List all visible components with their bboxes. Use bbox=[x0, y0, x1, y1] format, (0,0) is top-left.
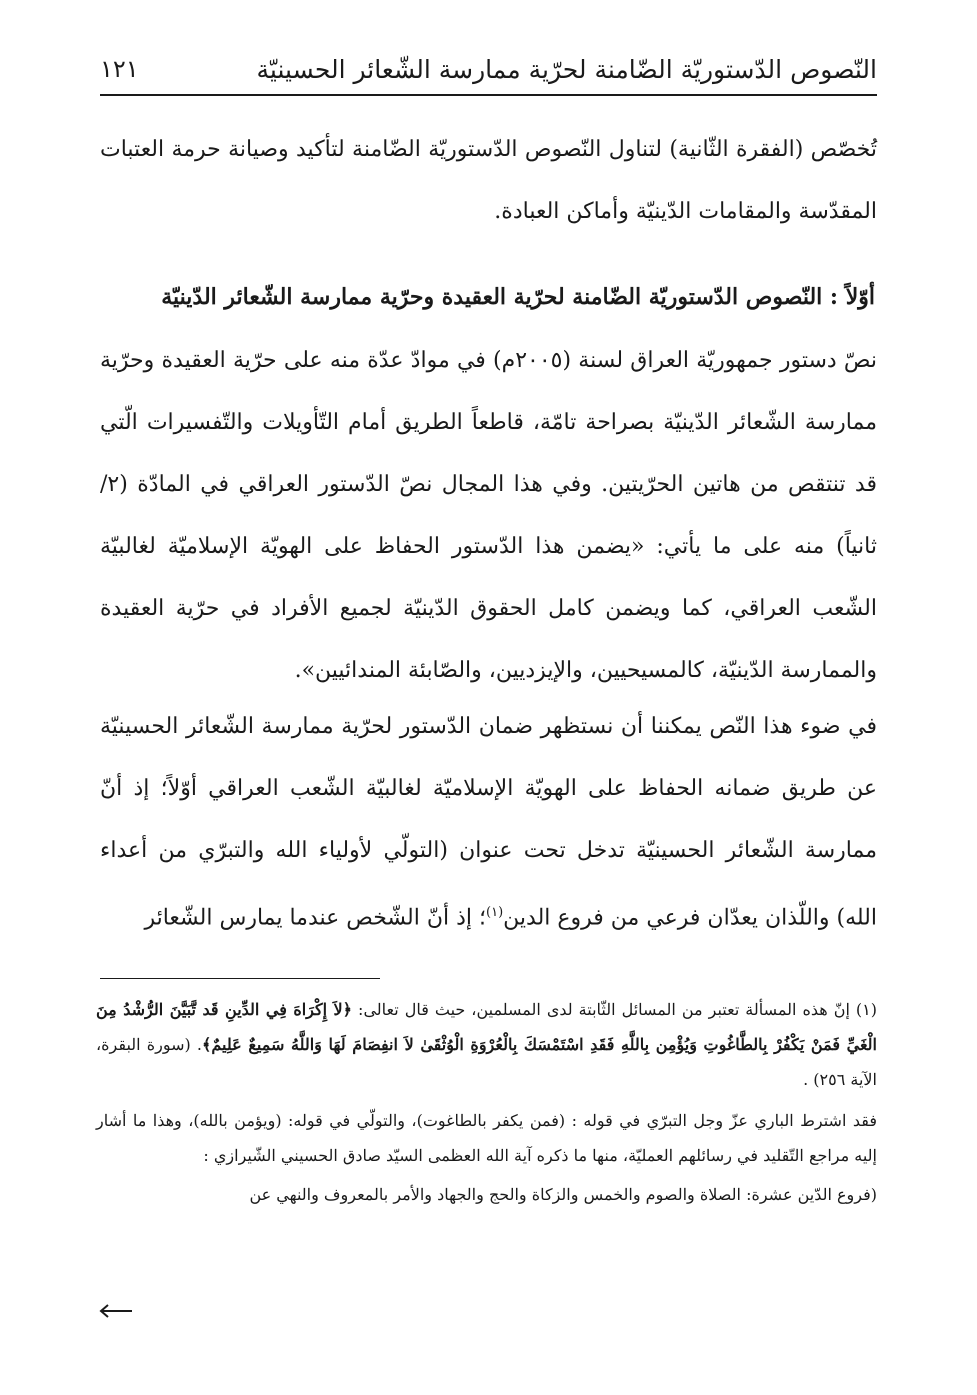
running-header bbox=[100, 46, 877, 92]
footnote-separator bbox=[100, 978, 380, 979]
intro-paragraph: تُخصّص (الفقرة الثّانية) لتناول النّصوص الدّستوريّة الضّامنة لتأكيد وصيانة حرمة العتبات المقدّسة والمقامات الدّينيّة وأماكن العبادة. bbox=[100, 137, 877, 224]
running-title: النّصوص الدّستوريّة الضّامنة لحرّية ممارسة الشّعائر الحسينيّة bbox=[256, 54, 877, 84]
paragraph-2-tail: ؛ إذ أنّ الشّخص عندما يمارس الشّعائر bbox=[144, 905, 487, 931]
header-rule bbox=[100, 94, 877, 96]
continuation-arrow-icon bbox=[98, 1302, 134, 1320]
footnote-1-prefix: (١) إنّ هذه المسألة تعتبر من المسائل الثّابتة لدى المسلمين، حيث قال تعالى: bbox=[352, 1000, 877, 1019]
footnote-1 bbox=[96, 992, 877, 1097]
footnote-ref-1[interactable]: (١) bbox=[486, 905, 504, 920]
footnote-1-source: . (سورة البقرة، الآية ٢٥٦) . bbox=[96, 1035, 877, 1089]
quran-verse: ﴿لاَ إِكْرَاهَ فِي الدِّينِ قَد تَّبَيَّنَ الرُّشْدُ مِنَ الْغَيِّ فَمَنْ يَكْفُرْ بِالطَّاغُوتِ وَيُؤْمِن بِاللَّهِ فَقَدِ اسْتَمْسَكَ بِالْعُرْوَةِ الْوُثْقَىٰ لاَ انفِصَامَ لَهَا وَاللَّهُ سَمِيعٌ عَلِيمٌ﴾ bbox=[96, 1000, 878, 1054]
footnote-1-branches: (فروع الدّين عشرة: الصلاة والصوم والخمس والزكاة والحج والجهاد والأمر بالمعروف والنهي عن bbox=[249, 1185, 877, 1204]
page-number: ١٢١ bbox=[100, 55, 139, 83]
footnotes bbox=[96, 992, 877, 1212]
paragraph-2 bbox=[100, 696, 877, 949]
section-heading: أوّلاً : النّصوص الدّستوريّة الضّامنة لحرّية العقيدة وحرّية ممارسة الشّعائر الدّينيّة bbox=[161, 284, 875, 310]
paragraph-2-text: في ضوء هذا النّص يمكننا أن نستظهر ضمان الدّستور لحرّية ممارسة الشّعائر الحسينيّة عن طريق ضمانه الحفاظ على الهويّة الإسلاميّة لغالبيّة الشّعب العراقي أوّلاً؛ إذ أنّ ممارسة الشّعائر الحسينيّة تدخل تحت عنوان (التولّي لأولياء الله والتبرّي من أعداء الله) واللّذان يعدّان فرعي من فروع الدين bbox=[100, 714, 877, 931]
footnote-1-continuation: فقد اشترط الباري عزّ وجل التبرّي في قوله : (فمن يكفر بالطاغوت)، والتولّي في قوله: (ويؤمن بالله)، وهذا ما أشار إليه مراجع التّقليد في رسائلهم العمليّة، منها ما ذكره آية الله العظمى السيّد صادق الحسيني الشّيرازي : bbox=[96, 1111, 877, 1165]
paragraph-1: نصّ دستور جمهوريّة العراق لسنة (٢٠٠٥م) في موادّ عدّة منه على حرّية العقيدة وحرّية ممارسة الشّعائر الدّينيّة بصراحة تامّة، قاطعاً الطريق أمام التّأويلات والتّفسيرات الّتي قد تنتقص من هاتين الحرّيتين. وفي هذا المجال نصّ الدّستور العراقي في المادّة (٢/ ثانياً) منه على ما يأتي: «يضمن هذا الدّستور الحفاظ على الهويّة الإسلاميّة لغالبيّة الشّعب العراقي، كما ويضمن كامل الحقوق الدّينيّة لجميع الأفراد في حرّية العقيدة والممارسة الدّينيّة، كالمسيحيين، والإيزديين، والصّابئة المندائيين». bbox=[100, 348, 877, 683]
